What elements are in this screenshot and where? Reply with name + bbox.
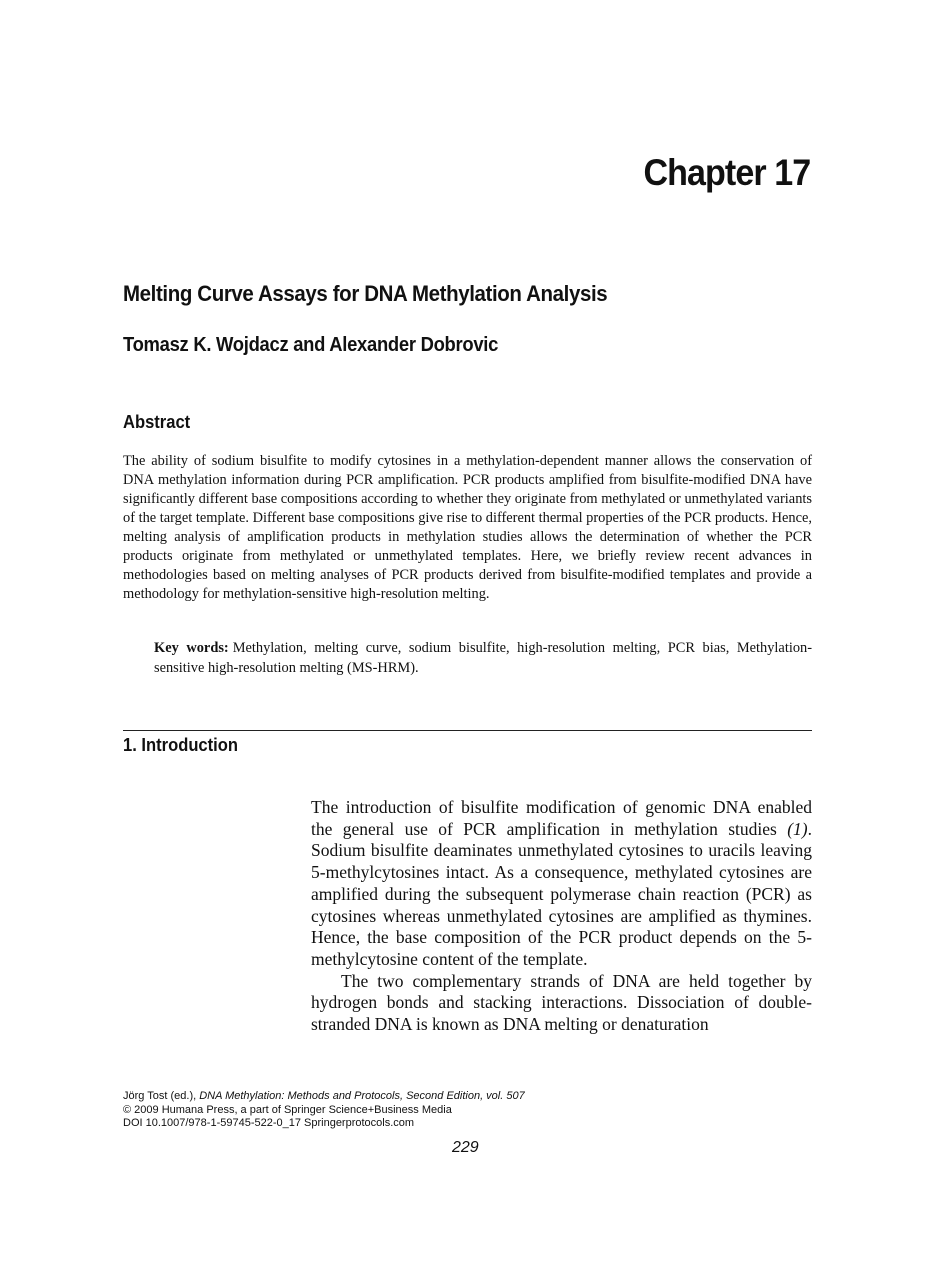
- authors: Tomasz K. Wojdacz and Alexander Dobrovic: [123, 334, 499, 356]
- publication-footnote: [123, 1090, 723, 1131]
- reference-citation: (1): [787, 818, 808, 839]
- intro-p1-text-b: . Sodium bisulfite deaminates unmethylated cytosines to uracils leaving 5-methylcytosines intact. As a consequence, methylated cytosines are amplified during the subsequent polymerase chain reaction (PCR) as cytosines whereas unmethylated cytosines are amplified as thymines. Hence, the base composition of the PCR product depends on the 5-methylcytosine content of the template.: [311, 818, 812, 969]
- introduction-heading: 1. Introduction: [123, 735, 238, 755]
- chapter-label: Chapter 17: [643, 152, 810, 193]
- keywords-label: Key words:: [154, 640, 229, 656]
- keywords-text: Methylation, melting curve, sodium bisulfite, high-resolution melting, PCR bias, Methylation-sensitive high-resolution melting (MS-HRM).: [154, 640, 813, 676]
- abstract-body: The ability of sodium bisulfite to modify cytosines in a methylation-dependent manner allows the conservation of DNA methylation information during PCR amplification. PCR products amplified from bisulfite-modified DNA have significantly different base compositions according to whether they originate from methylated or unmethylated variants of the target template. Different base compositions give rise to different thermal properties of the PCR products. Hence, melting analysis of amplification products in methylation studies allows the determination of whether the PCR products originate from methylated or unmethylated templates. Here, we briefly review recent advances in methodologies based on melting analyses of PCR products derived from bisulfite-modified templates and provide a methodology for methylation-sensitive high-resolution melting.: [123, 453, 812, 602]
- introduction-paragraph-2: The two complementary strands of DNA are held together by hydrogen bonds and stacking interactions. Dissociation of double-stranded DNA is known as DNA melting or denaturation: [311, 970, 812, 1035]
- introduction-body: [311, 797, 812, 1036]
- chapter-title: Melting Curve Assays for DNA Methylation Analysis: [123, 281, 608, 306]
- keywords: [154, 638, 812, 678]
- page-number: 229: [452, 1139, 479, 1156]
- footnote-doi: DOI 10.1007/978-1-59745-522-0_17 Springerprotocols.com: [123, 1117, 415, 1130]
- footnote-copyright: © 2009 Humana Press, a part of Springer Science+Business Media: [123, 1103, 452, 1116]
- intro-p1-text-a: The introduction of bisulfite modification of genomic DNA enabled the general use of PCR amplification in methylation studies: [311, 797, 812, 839]
- introduction-paragraph-1: [311, 797, 812, 971]
- footnote-line-1: [123, 1090, 723, 1104]
- footnote-editor: Jörg Tost (ed.),: [123, 1090, 200, 1102]
- abstract-heading: Abstract: [123, 412, 191, 432]
- section-divider: [123, 730, 812, 731]
- footnote-book-title: DNA Methylation: Methods and Protocols, Second Edition, vol. 507: [199, 1090, 525, 1102]
